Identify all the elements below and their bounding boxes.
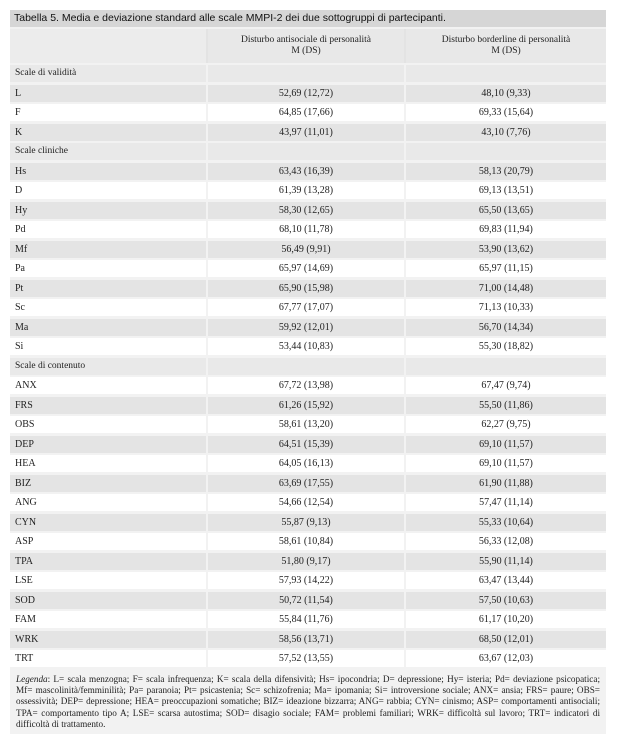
antisocial-value-cell: 43,97 (11,01) bbox=[208, 124, 404, 141]
table-row bbox=[10, 299, 606, 316]
table-row bbox=[10, 592, 606, 609]
antisocial-value-cell: 59,92 (12,01) bbox=[208, 319, 404, 336]
scale-label-cell: Scale cliniche bbox=[10, 143, 206, 160]
borderline-value-cell bbox=[406, 143, 606, 160]
antisocial-value-cell: 51,80 (9,17) bbox=[208, 553, 404, 570]
antisocial-value-cell: 58,30 (12,65) bbox=[208, 202, 404, 219]
table-row bbox=[10, 475, 606, 492]
legend-label: Legenda bbox=[16, 674, 48, 684]
table-row bbox=[10, 397, 606, 414]
borderline-value-cell: 55,90 (11,14) bbox=[406, 553, 606, 570]
table-row bbox=[10, 494, 606, 511]
section-row bbox=[10, 358, 606, 375]
table-row bbox=[10, 241, 606, 258]
scale-label-cell: L bbox=[10, 85, 206, 102]
scale-label-cell: Mf bbox=[10, 241, 206, 258]
antisocial-value-cell: 57,52 (13,55) bbox=[208, 650, 404, 667]
antisocial-value-cell bbox=[208, 65, 404, 82]
header-antisocial-title: Disturbo antisociale di personalità bbox=[240, 35, 372, 45]
antisocial-value-cell: 53,44 (10,83) bbox=[208, 338, 404, 355]
header-scale-column bbox=[10, 29, 206, 63]
section-row bbox=[10, 143, 606, 160]
scale-label-cell: CYN bbox=[10, 514, 206, 531]
scale-label-cell: DEP bbox=[10, 436, 206, 453]
table-row bbox=[10, 572, 606, 589]
table-row bbox=[10, 553, 606, 570]
table-row bbox=[10, 163, 606, 180]
antisocial-value-cell: 68,10 (11,78) bbox=[208, 221, 404, 238]
table-row bbox=[10, 416, 606, 433]
scale-label-cell: ANG bbox=[10, 494, 206, 511]
table-row bbox=[10, 280, 606, 297]
table-header bbox=[10, 29, 606, 63]
borderline-value-cell: 57,50 (10,63) bbox=[406, 592, 606, 609]
borderline-value-cell: 68,50 (12,01) bbox=[406, 631, 606, 648]
borderline-value-cell: 61,17 (10,20) bbox=[406, 611, 606, 628]
antisocial-value-cell: 57,93 (14,22) bbox=[208, 572, 404, 589]
scale-label-cell: WRK bbox=[10, 631, 206, 648]
header-borderline-title: Disturbo borderline di personalità bbox=[441, 35, 571, 45]
scale-label-cell: Si bbox=[10, 338, 206, 355]
antisocial-value-cell: 55,87 (9,13) bbox=[208, 514, 404, 531]
table-row bbox=[10, 611, 606, 628]
scale-label-cell: Scale di validità bbox=[10, 65, 206, 82]
scale-label-cell: D bbox=[10, 182, 206, 199]
borderline-value-cell: 63,47 (13,44) bbox=[406, 572, 606, 589]
mmpi-table bbox=[10, 10, 606, 734]
table-row bbox=[10, 202, 606, 219]
borderline-value-cell: 65,97 (11,15) bbox=[406, 260, 606, 277]
scale-label-cell: HEA bbox=[10, 455, 206, 472]
antisocial-value-cell: 64,51 (15,39) bbox=[208, 436, 404, 453]
table-row bbox=[10, 514, 606, 531]
table-row bbox=[10, 124, 606, 141]
antisocial-value-cell: 55,84 (11,76) bbox=[208, 611, 404, 628]
table-row bbox=[10, 436, 606, 453]
table-row bbox=[10, 650, 606, 667]
antisocial-value-cell: 56,49 (9,91) bbox=[208, 241, 404, 258]
table-legend bbox=[10, 671, 606, 734]
borderline-value-cell: 48,10 (9,33) bbox=[406, 85, 606, 102]
scale-label-cell: Hs bbox=[10, 163, 206, 180]
scale-label-cell: ASP bbox=[10, 533, 206, 550]
borderline-value-cell bbox=[406, 65, 606, 82]
legend-text: : L= scala menzogna; F= scala infrequenza; K= scala della difensività; Hs= ipocondria; D= depressione; Hy= isteria; Pd= deviazione psicopatica; Mf= mascolinità/femminilità; Pa= paranoia; Pt= psicastenia; Sc= schizofrenia; Ma= ipomania; Si= introversione sociale; ANX= ansia; FRS= paure; OBS= ossessività; DEP= depressione; HEA= preoccupazioni somatiche; BIZ= ideazione bizzarra; ANG= rabbia; CYN= cinismo; ASP= comportamenti antisociali; TPA= comportamento tipo A; LSE= scarsa autostima; SOD= disagio sociale; FAM= problemi familiari; WRK= difficoltà sul lavoro; TRT= indicatori di difficoltà di trattamento. bbox=[16, 674, 600, 729]
table-caption: Tabella 5. Media e deviazione standard alle scale MMPI-2 dei due sottogruppi di partecipanti. bbox=[10, 10, 606, 27]
scale-label-cell: TPA bbox=[10, 553, 206, 570]
borderline-value-cell: 65,50 (13,65) bbox=[406, 202, 606, 219]
antisocial-value-cell bbox=[208, 358, 404, 375]
table-row bbox=[10, 221, 606, 238]
antisocial-value-cell: 65,97 (14,69) bbox=[208, 260, 404, 277]
borderline-value-cell: 62,27 (9,75) bbox=[406, 416, 606, 433]
borderline-value-cell: 69,13 (13,51) bbox=[406, 182, 606, 199]
table-row bbox=[10, 631, 606, 648]
borderline-value-cell: 71,13 (10,33) bbox=[406, 299, 606, 316]
scale-label-cell: OBS bbox=[10, 416, 206, 433]
table-row bbox=[10, 455, 606, 472]
table-row bbox=[10, 338, 606, 355]
borderline-value-cell: 55,30 (18,82) bbox=[406, 338, 606, 355]
antisocial-value-cell: 58,61 (13,20) bbox=[208, 416, 404, 433]
antisocial-value-cell: 63,69 (17,55) bbox=[208, 475, 404, 492]
borderline-value-cell: 63,67 (12,03) bbox=[406, 650, 606, 667]
borderline-value-cell: 56,70 (14,34) bbox=[406, 319, 606, 336]
scale-label-cell: Pt bbox=[10, 280, 206, 297]
antisocial-value-cell: 65,90 (15,98) bbox=[208, 280, 404, 297]
borderline-value-cell: 71,00 (14,48) bbox=[406, 280, 606, 297]
antisocial-value-cell: 64,85 (17,66) bbox=[208, 104, 404, 121]
borderline-value-cell: 55,33 (10,64) bbox=[406, 514, 606, 531]
borderline-value-cell: 53,90 (13,62) bbox=[406, 241, 606, 258]
scale-label-cell: Pd bbox=[10, 221, 206, 238]
borderline-value-cell: 57,47 (11,14) bbox=[406, 494, 606, 511]
scale-label-cell: Hy bbox=[10, 202, 206, 219]
scale-label-cell: BIZ bbox=[10, 475, 206, 492]
table-row bbox=[10, 377, 606, 394]
scale-label-cell: TRT bbox=[10, 650, 206, 667]
scale-label-cell: LSE bbox=[10, 572, 206, 589]
antisocial-value-cell: 54,66 (12,54) bbox=[208, 494, 404, 511]
antisocial-value-cell: 64,05 (16,13) bbox=[208, 455, 404, 472]
scale-label-cell: ANX bbox=[10, 377, 206, 394]
antisocial-value-cell: 61,26 (15,92) bbox=[208, 397, 404, 414]
borderline-value-cell: 56,33 (12,08) bbox=[406, 533, 606, 550]
scale-label-cell: Ma bbox=[10, 319, 206, 336]
scale-label-cell: Scale di contenuto bbox=[10, 358, 206, 375]
scale-label-cell: FAM bbox=[10, 611, 206, 628]
borderline-value-cell: 69,83 (11,94) bbox=[406, 221, 606, 238]
borderline-value-cell: 67,47 (9,74) bbox=[406, 377, 606, 394]
scale-label-cell: F bbox=[10, 104, 206, 121]
table-row bbox=[10, 260, 606, 277]
scale-label-cell: Pa bbox=[10, 260, 206, 277]
header-antisocial-stat: M (DS) bbox=[291, 46, 321, 56]
antisocial-value-cell: 63,43 (16,39) bbox=[208, 163, 404, 180]
antisocial-value-cell: 50,72 (11,54) bbox=[208, 592, 404, 609]
scale-label-cell: FRS bbox=[10, 397, 206, 414]
borderline-value-cell: 58,13 (20,79) bbox=[406, 163, 606, 180]
table-row bbox=[10, 319, 606, 336]
table-row bbox=[10, 104, 606, 121]
table-row bbox=[10, 85, 606, 102]
antisocial-value-cell: 61,39 (13,28) bbox=[208, 182, 404, 199]
borderline-value-cell bbox=[406, 358, 606, 375]
antisocial-value-cell: 52,69 (12,72) bbox=[208, 85, 404, 102]
antisocial-value-cell: 58,61 (10,84) bbox=[208, 533, 404, 550]
table-row bbox=[10, 182, 606, 199]
scale-label-cell: Sc bbox=[10, 299, 206, 316]
antisocial-value-cell bbox=[208, 143, 404, 160]
borderline-value-cell: 69,33 (15,64) bbox=[406, 104, 606, 121]
borderline-value-cell: 69,10 (11,57) bbox=[406, 455, 606, 472]
header-borderline-column bbox=[406, 29, 606, 63]
header-borderline-stat: M (DS) bbox=[491, 46, 521, 56]
antisocial-value-cell: 67,77 (17,07) bbox=[208, 299, 404, 316]
antisocial-value-cell: 58,56 (13,71) bbox=[208, 631, 404, 648]
table-body bbox=[10, 65, 606, 667]
borderline-value-cell: 55,50 (11,86) bbox=[406, 397, 606, 414]
scale-label-cell: K bbox=[10, 124, 206, 141]
section-row bbox=[10, 65, 606, 82]
header-antisocial-column bbox=[208, 29, 404, 63]
borderline-value-cell: 43,10 (7,76) bbox=[406, 124, 606, 141]
scale-label-cell: SOD bbox=[10, 592, 206, 609]
table-row bbox=[10, 533, 606, 550]
borderline-value-cell: 69,10 (11,57) bbox=[406, 436, 606, 453]
antisocial-value-cell: 67,72 (13,98) bbox=[208, 377, 404, 394]
borderline-value-cell: 61,90 (11,88) bbox=[406, 475, 606, 492]
